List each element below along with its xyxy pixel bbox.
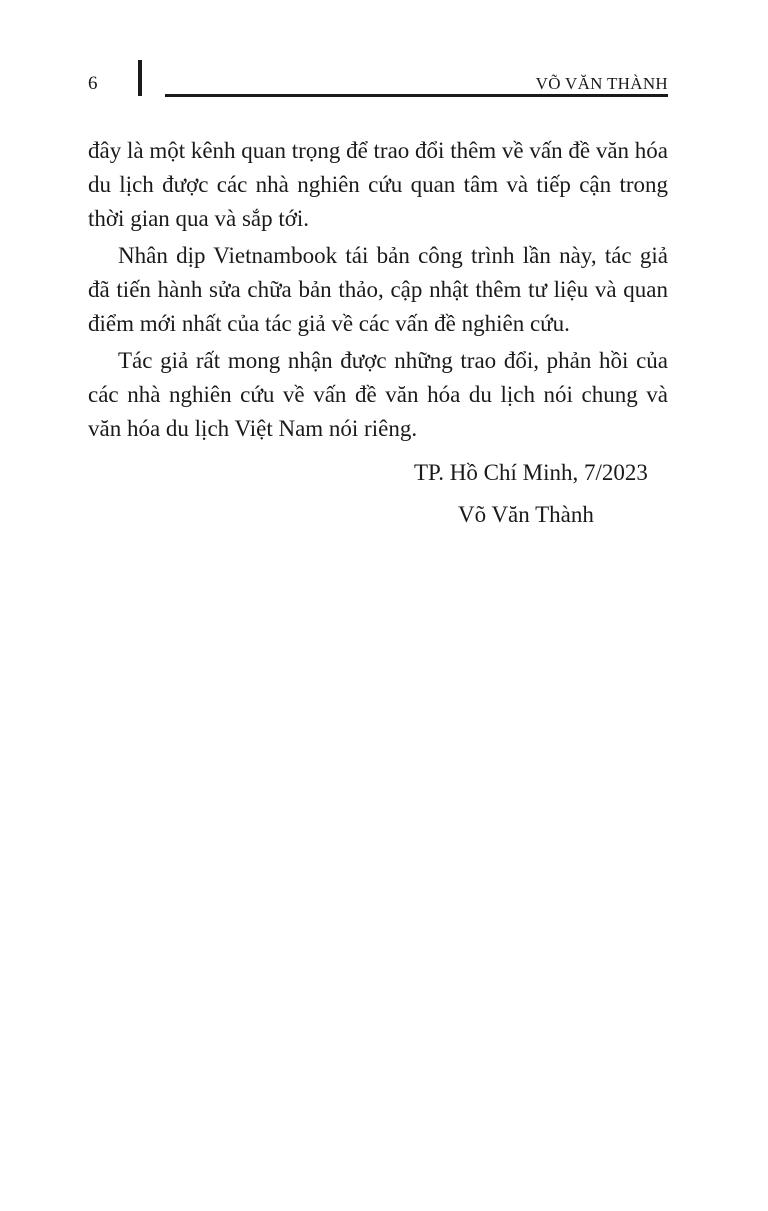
paragraph: đây là một kênh quan trọng để trao đổi thêm về vấn đề văn hóa du lịch được các nhà nghiên cứu quan tâm và tiếp cận trong thời gian qua và sắp tới. [88, 138, 668, 231]
header-vertical-bar [138, 60, 142, 96]
header-rule [165, 94, 668, 97]
signature-place-date: TP. Hồ Chí Minh, 7/2023 [414, 460, 648, 485]
paragraph: Nhân dịp Vietnambook tái bản công trình lần này, tác giả đã tiến hành sửa chữa bản thảo, cập nhật thêm tư liệu và quan điểm mới nhất của tác giả về các vấn đề nghiên cứu. [88, 243, 668, 336]
paragraph: Tác giả rất mong nhận được những trao đổi, phản hồi của các nhà nghiên cứu về vấn đề văn hóa du lịch nói chung và văn hóa du lịch Việt Nam nói riêng. [88, 348, 668, 441]
page-number: 6 [88, 73, 98, 94]
signature-author: Võ Văn Thành [458, 502, 594, 527]
running-head: VÕ VĂN THÀNH [535, 74, 668, 93]
body-text [88, 134, 668, 449]
